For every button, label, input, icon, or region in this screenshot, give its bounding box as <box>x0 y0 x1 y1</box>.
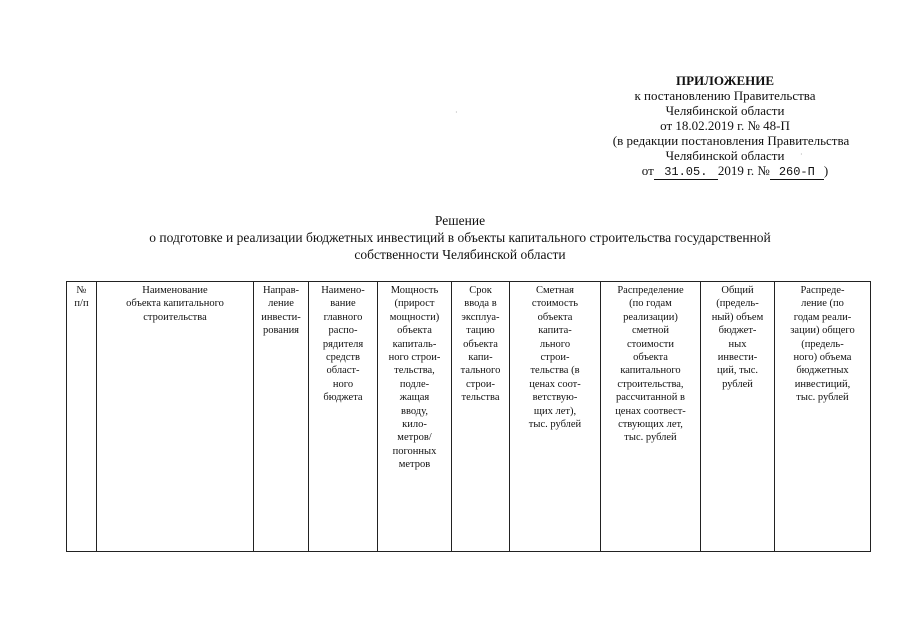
header-line-4: (в редакции постановления Правительства <box>612 133 850 148</box>
col-investment-distribution: Распреде- ление (по годам реали- зации) общего (предель- ного) объема бюджетных инвестиций, тыс. рублей <box>775 282 871 552</box>
col-total-investment: Общий (предель- ный) объем бюджет- ных инвести- ций, тыс. рублей <box>701 282 775 552</box>
date-prefix: от <box>641 163 654 178</box>
document-title <box>80 212 840 263</box>
date-suffix: 2019 г. № <box>717 163 770 178</box>
close-paren: ) <box>823 163 829 178</box>
col-capacity: Мощность (прирост мощности) объекта капиталь- ного строи- тельства, подле- жащая вводу, кило- метров/ погонных метров <box>378 282 452 552</box>
header-line-3: от 18.02.2019 г. № 48-П <box>660 118 790 133</box>
investment-table <box>66 281 871 552</box>
title-line-3: собственности Челябинской области <box>354 247 566 262</box>
scan-speck: · <box>455 108 458 117</box>
header-line-5: Челябинской области <box>665 148 785 163</box>
col-budget-manager: Наимено- вание главного распо- рядителя средств област- ного бюджета <box>309 282 378 552</box>
col-number: № п/п <box>67 282 97 552</box>
table-header-row <box>67 282 871 552</box>
appendix-header <box>560 73 890 180</box>
header-line-2: Челябинской области <box>665 103 785 118</box>
header-line-1: к постановлению Правительства <box>634 88 816 103</box>
col-estimated-cost: Сметная стоимость объекта капита- льного строи- тельства (в ценах соот- ветствую- щих лет), тыс. рублей <box>510 282 601 552</box>
col-investment-direction: Направ- ление инвести- рования <box>254 282 309 552</box>
col-object-name: Наименование объекта капитального строительства <box>97 282 254 552</box>
col-commissioning-date: Срок ввода в эксплуа- тацию объекта капи- тального строи- тельства <box>452 282 510 552</box>
scan-speck: · <box>800 150 803 159</box>
number-handwritten: 260-П <box>770 166 824 180</box>
col-cost-distribution: Распределение (по годам реализации) сметной стоимости объекта капитального строительства, рассчитанной в ценах соотвест- ствующих лет, тыс. рублей <box>601 282 701 552</box>
appendix-title: ПРИЛОЖЕНИЕ <box>675 73 775 88</box>
title-line-2: о подготовке и реализации бюджетных инвестиций в объекты капитального строительства государственной <box>149 230 771 245</box>
date-handwritten: 31.05. <box>654 166 718 180</box>
title-line-1: Решение <box>434 213 486 228</box>
header-amendment-date <box>570 163 900 180</box>
